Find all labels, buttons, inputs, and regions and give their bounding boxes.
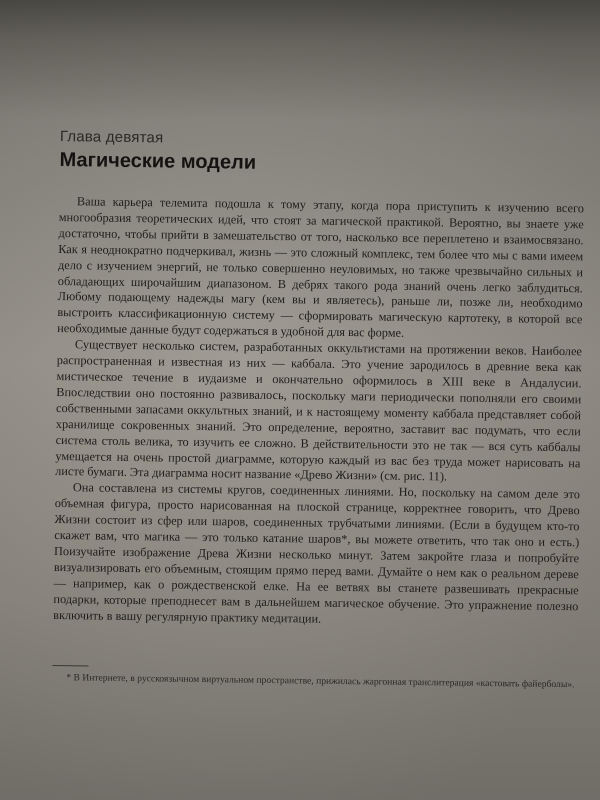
- footnote: * В Интернете, в русскоязычном виртуальном пространстве, прижилась жаргонная транслитерация «кастовать файерболы».: [66, 672, 575, 691]
- paragraph-1: Ваша карьера телемита подошла к тому этапу, когда пора приступить к изучению всего многообразия теоретических идей, что стоят за магической практикой. Вероятно, вы знаете уже достаточно, чтобы прийти в замешательство от того, насколько все переплетено и взаимосвязано. Как я неоднократно подчеркивал, жизнь — это сложный комплекс, тем более что мы с вами имеем дело с изучением энергий, не только совершенно неуловимых, но также чрезвычайно сильных и обладающих широчайшим диапазоном. В дебрях такого рода знаний очень легко заблудиться. Любому подающему надежды магу (кем вы и являетесь), раньше ли, позже ли, необходимо выстроить классификационную систему — сформировать магическую картотеку, в которой все необходимые данные будут содержаться в удобной для вас форме.: [57, 194, 585, 341]
- paragraph-3: Она составлена из системы кругов, соединенных линиями. Но, поскольку на самом деле это объемная фигура, просто нарисованная на плоской странице, корректнее говорить, что Древо Жизни состоит из сфер или шаров, соединенных трубчатыми линиями. (Если в будущем кто-то скажет вам, что магика — это только катание шаров*, вы можете ответить, что так оно и есть.) Поизучайте изображение Древа Жизни несколько минут. Затем закройте глаза и попробуйте визуализировать его объемным, стоящим прямо перед вами. Думайте о нем как о реальном дереве — например, как о рождественской елке. На ее ветвях вы станете развешивать прекрасные подарки, которые преподнесет вам в дальнейшем магическое обучение. Это упражнение полезно включить в вашу регулярную практику медитации.: [53, 480, 581, 626]
- chapter-title: Магические модели: [59, 148, 257, 174]
- footnote-divider: [52, 665, 88, 667]
- page-content: [52, 128, 585, 692]
- chapter-label: Глава девятая: [59, 128, 164, 147]
- paragraph-2: Существует несколько систем, разработанных оккультистами на протяжении веков. Наиболее распространенная и известная из них — каббала. Это учение зародилось в древние века как мистическое течение в иудаизме и окончательно оформилось в XIII веке в Андалусии. Впоследствии оно постоянно развивалось, поскольку маги периодически пополняли его своими собственными запасами оккультных знаний, и к настоящему моменту каббала представляет собой хранилище сокровенных знаний. Это определение, вероятно, заставит вас подумать, что если система столь велика, то изучить ее сложно. В действительности это не так — вся суть каббалы умещается на очень простой диаграмме, которую каждый из вас без труда может нарисовать на листе бумаги. Эта диаграмма носит название «Древо Жизни» (см. рис. 11).: [55, 337, 583, 484]
